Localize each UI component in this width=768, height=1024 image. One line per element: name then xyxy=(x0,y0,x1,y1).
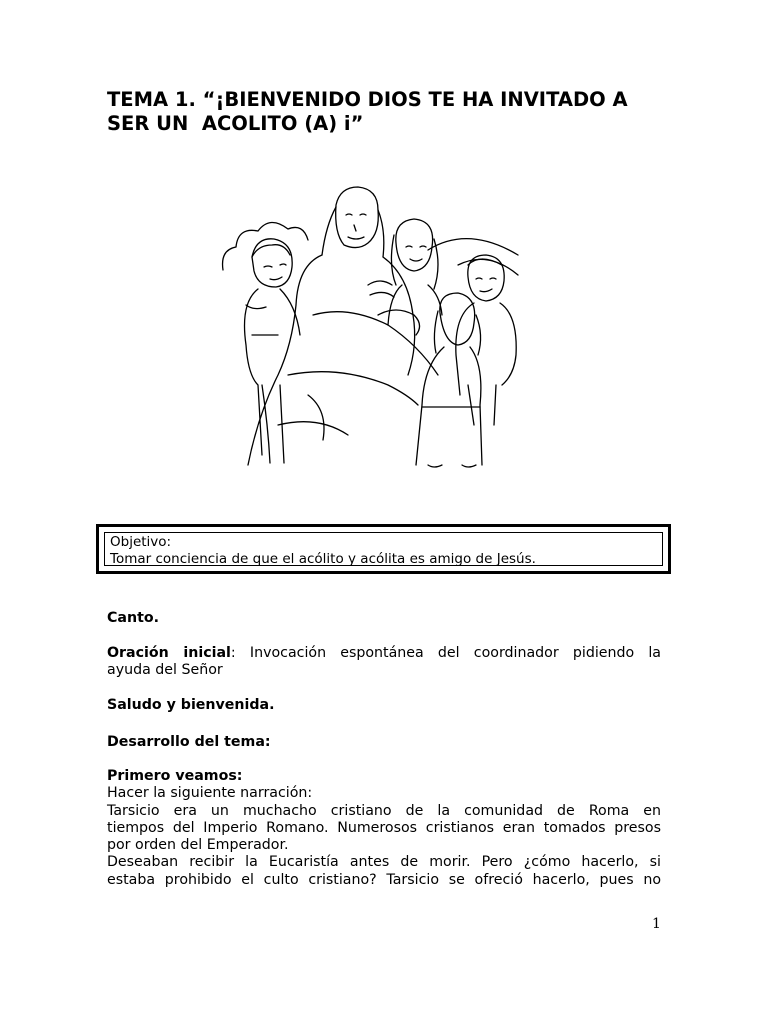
section-oracion xyxy=(107,645,661,680)
section-primero: Primero veamos: xyxy=(107,768,243,784)
oracion-line-2: ayuda del Señor xyxy=(107,662,223,679)
oracion-label: Oración inicial xyxy=(107,645,231,661)
narration-intro: Hacer la siguiente narración: xyxy=(107,785,313,802)
page-number: 1 xyxy=(652,916,661,932)
narration-line-5: estaba prohibido el culto cristiano? Tarsicio se ofreció hacerlo, pues no xyxy=(107,871,661,888)
jesus-with-children-illustration xyxy=(218,185,522,470)
page-title xyxy=(107,88,663,136)
section-canto: Canto. xyxy=(107,610,160,626)
narration-line-3: por orden del Emperador. xyxy=(107,837,289,854)
title-line-1: TEMA 1. “¡BIENVENIDO DIOS TE HA INVITADO A xyxy=(107,88,628,111)
objective-box xyxy=(96,524,671,574)
objective-text: Tomar conciencia de que el acólito y acólita es amigo de Jesús. xyxy=(110,551,536,567)
narration-line-4: Deseaban recibir la Eucaristía antes de morir. Pero ¿cómo hacerlo, si xyxy=(107,854,661,871)
narration-line-1: Tarsicio era un muchacho cristiano de la comunidad de Roma en xyxy=(107,802,661,819)
objective-label: Objetivo: xyxy=(110,534,172,550)
section-desarrollo: Desarrollo del tema: xyxy=(107,734,271,750)
narration-block xyxy=(107,768,661,889)
section-saludo: Saludo y bienvenida. xyxy=(107,697,275,713)
oracion-sep: : xyxy=(230,645,236,661)
oracion-text-1: Invocación espontánea del coordinador pidiendo la xyxy=(235,645,661,661)
oracion-line-1 xyxy=(107,645,661,662)
title-line-2: SER UN ACOLITO (A) i” xyxy=(107,112,364,135)
objective-inner xyxy=(104,532,663,566)
narration-line-2: tiempos del Imperio Romano. Numerosos cristianos eran tomados presos xyxy=(107,819,661,836)
